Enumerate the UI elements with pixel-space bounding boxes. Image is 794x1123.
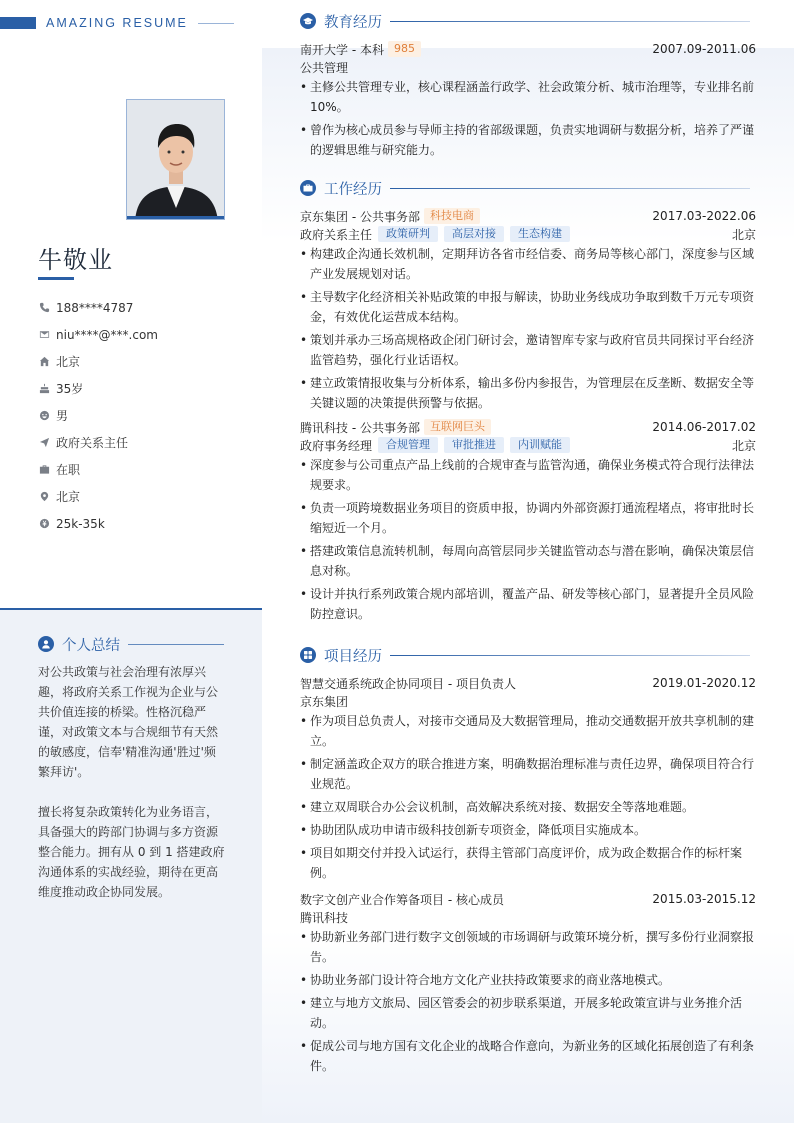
summary-divider (128, 644, 224, 645)
contact-info-list (38, 294, 238, 537)
projects-divider (390, 655, 750, 656)
major: 公共管理 (300, 60, 349, 75)
project-name: 数字文创产业合作筹备项目 - 核心成员 (300, 892, 504, 907)
skill-tag: 内训赋能 (510, 437, 570, 453)
list-item: • 作为项目总负责人，对接市交通局及大数据管理局，推动交通数据开放共享机制的建立。 (300, 711, 756, 751)
position-value: 政府关系主任 (56, 436, 129, 450)
project-row (300, 674, 756, 692)
brand-block (0, 17, 36, 29)
work-date: 2017.03-2022.06 (652, 209, 756, 223)
summary-paragraph: 对公共政策与社会治理有浓厚兴趣，将政府关系工作视为企业与公共价值连接的桥梁。性格沉稳严谨，对政策文本与合规细节有天然的敏感度，信奉'精准沟通'胜过'频繁拜访'。 (38, 665, 219, 779)
project-org-row (300, 692, 756, 710)
project-org: 京东集团 (300, 694, 349, 709)
work-city: 北京 (731, 438, 756, 453)
brand-line (198, 23, 234, 24)
summary-heading (38, 634, 224, 654)
info-email (38, 321, 238, 348)
info-city (38, 348, 238, 375)
info-location (38, 483, 238, 510)
info-status (38, 456, 238, 483)
profile-photo (126, 99, 225, 220)
education-divider (390, 21, 750, 22)
company-tag: 互联网巨头 (424, 419, 491, 435)
email-value: niu****@***.com (56, 327, 158, 342)
phone-value: 188****4787 (56, 300, 134, 315)
info-gender (38, 402, 238, 429)
company-row (300, 418, 756, 436)
summary-title: 个人总结 (62, 637, 120, 654)
role-row (300, 436, 756, 454)
portrait-image (127, 100, 225, 220)
home-icon (38, 356, 50, 368)
smile-icon (38, 410, 50, 422)
briefcase-icon (38, 464, 50, 476)
send-icon (38, 437, 50, 449)
work-date: 2014.06-2017.02 (652, 420, 756, 434)
project-org-row (300, 908, 756, 926)
list-item: • 协助业务部门设计符合地方文化产业扶持政策要求的商业落地模式。 (300, 970, 756, 990)
education-bullets (300, 77, 756, 160)
list-item: • 制定涵盖政企双方的联合推进方案，明确数据治理标准与责任边界，确保项目符合行业规范。 (300, 754, 756, 794)
skill-tag: 审批推进 (444, 437, 504, 453)
list-item: • 建立双周联合办公会议机制，高效解决系统对接、数据安全等落地难题。 (300, 797, 756, 817)
work-entry-1 (300, 207, 756, 416)
list-item: • 建立与地方文旅局、园区管委会的初步联系渠道，开展多轮政策宣讲与业务推介活动。 (300, 993, 756, 1033)
location-icon (38, 491, 50, 503)
mail-icon (38, 329, 50, 341)
company-name: 京东集团 - 公共事务部 (300, 209, 420, 224)
project-entry-2 (300, 890, 756, 1079)
work-city: 北京 (731, 227, 756, 242)
location-value: 北京 (56, 490, 81, 504)
candidate-name: 牛敬业 (38, 246, 113, 274)
summary-paragraph: 擅长将复杂政策转化为业务语言，具备强大的跨部门协调与多方资源整合能力。拥有从 0 到 1 搭建政府沟通体系的实战经验，期待在更高维度推动政企协同发展。 (38, 805, 225, 899)
project-row (300, 890, 756, 908)
skill-tag: 合规管理 (378, 437, 438, 453)
school-name: 南开大学 - 本科 (300, 42, 384, 57)
gender-value: 男 (56, 409, 69, 423)
list-item: • 主修公共管理专业，核心课程涵盖行政学、社会政策分析、城市治理等，专业排名前10%。 (300, 77, 756, 117)
company-row (300, 207, 756, 225)
work-divider (390, 188, 750, 189)
project-name: 智慧交通系统政企协同项目 - 项目负责人 (300, 676, 516, 691)
salary-icon (38, 518, 50, 530)
skill-tag: 政策研判 (378, 226, 438, 242)
projects-title: 项目经历 (324, 648, 382, 665)
list-item: • 策划并承办三场高规格政企闭门研讨会，邀请智库专家与政府官员共同探讨平台经济监管趋势，强化行业话语权。 (300, 330, 756, 370)
work-bullets (300, 244, 756, 413)
briefcase-section-icon (300, 180, 316, 196)
photo-underline (127, 216, 224, 219)
cake-icon (38, 383, 50, 395)
projects-heading (300, 645, 750, 665)
list-item: • 协助团队成功申请市级科技创新专项资金，降低项目实施成本。 (300, 820, 756, 840)
role-row (300, 225, 756, 243)
work-heading (300, 178, 750, 198)
skill-tag: 生态构建 (510, 226, 570, 242)
education-heading (300, 11, 750, 31)
project-date: 2019.01-2020.12 (652, 676, 756, 690)
list-item: • 主导数字化经济相关补贴政策的申报与解读，协助业务线成功争取到数千万元专项资金，有效优化运营成本结构。 (300, 287, 756, 327)
education-entry (300, 40, 756, 163)
role-title: 政府关系主任 (300, 227, 373, 242)
salary-value: 25k-35k (56, 516, 105, 531)
list-item: • 项目如期交付并投入试运行，获得主管部门高度评价，成为政企数据合作的标杆案例。 (300, 843, 756, 883)
list-item: • 搭建政策信息流转机制，每周向高管层同步关键监管动态与潜在影响，确保决策层信息对称。 (300, 541, 756, 581)
name-underline (38, 277, 74, 280)
work-entry-2 (300, 418, 756, 627)
major-row (300, 58, 756, 76)
phone-icon (38, 302, 50, 314)
education-row (300, 40, 756, 58)
status-value: 在职 (56, 463, 81, 477)
list-item: • 设计并执行系列政策合规内部培训，覆盖产品、研发等核心部门，显著提升全员风险防控意识。 (300, 584, 756, 624)
list-item: • 协助新业务部门进行数字文创领域的市场调研与政策环境分析，撰写多份行业洞察报告。 (300, 927, 756, 967)
project-date: 2015.03-2015.12 (652, 892, 756, 906)
list-item: • 深度参与公司重点产品上线前的合规审查与监管沟通，确保业务模式符合现行法律法规要求。 (300, 455, 756, 495)
summary-text (38, 662, 226, 922)
age-value: 35岁 (56, 382, 84, 396)
info-position (38, 429, 238, 456)
project-org: 腾讯科技 (300, 910, 349, 925)
list-item: • 负责一项跨境数据业务项目的资质申报，协调内外部资源打通流程堵点，将审批时长缩短近一个月。 (300, 498, 756, 538)
user-icon (38, 636, 54, 652)
project-bullets (300, 927, 756, 1076)
list-item: • 曾作为核心成员参与导师主持的省部级课题，负责实地调研与数据分析，培养了严谨的逻辑思维与研究能力。 (300, 120, 756, 160)
info-phone (38, 294, 238, 321)
city-value: 北京 (56, 355, 81, 369)
info-age (38, 375, 238, 402)
school-tag: 985 (388, 41, 421, 57)
project-bullets (300, 711, 756, 883)
info-salary (38, 510, 238, 537)
company-tag: 科技电商 (424, 208, 480, 224)
education-date: 2007.09-2011.06 (652, 42, 756, 56)
company-name: 腾讯科技 - 公共事务部 (300, 420, 420, 435)
skill-tag: 高层对接 (444, 226, 504, 242)
grid-icon (300, 647, 316, 663)
work-title: 工作经历 (324, 181, 382, 198)
role-title: 政府事务经理 (300, 438, 373, 453)
brand-header (0, 15, 234, 31)
education-title: 教育经历 (324, 14, 382, 31)
list-item: • 建立政策情报收集与分析体系，输出多份内参报告，为管理层在反垄断、数据安全等关键议题的决策提供预警与依据。 (300, 373, 756, 413)
list-item: • 促成公司与地方国有文化企业的战略合作意向，为新业务的区域化拓展创造了有利条件。 (300, 1036, 756, 1076)
graduation-cap-icon (300, 13, 316, 29)
list-item: • 构建政企沟通长效机制，定期拜访各省市经信委、商务局等核心部门，深度参与区域产业发展规划对话。 (300, 244, 756, 284)
brand-text: AMAZING RESUME (46, 16, 188, 30)
work-bullets (300, 455, 756, 624)
project-entry-1 (300, 674, 756, 886)
